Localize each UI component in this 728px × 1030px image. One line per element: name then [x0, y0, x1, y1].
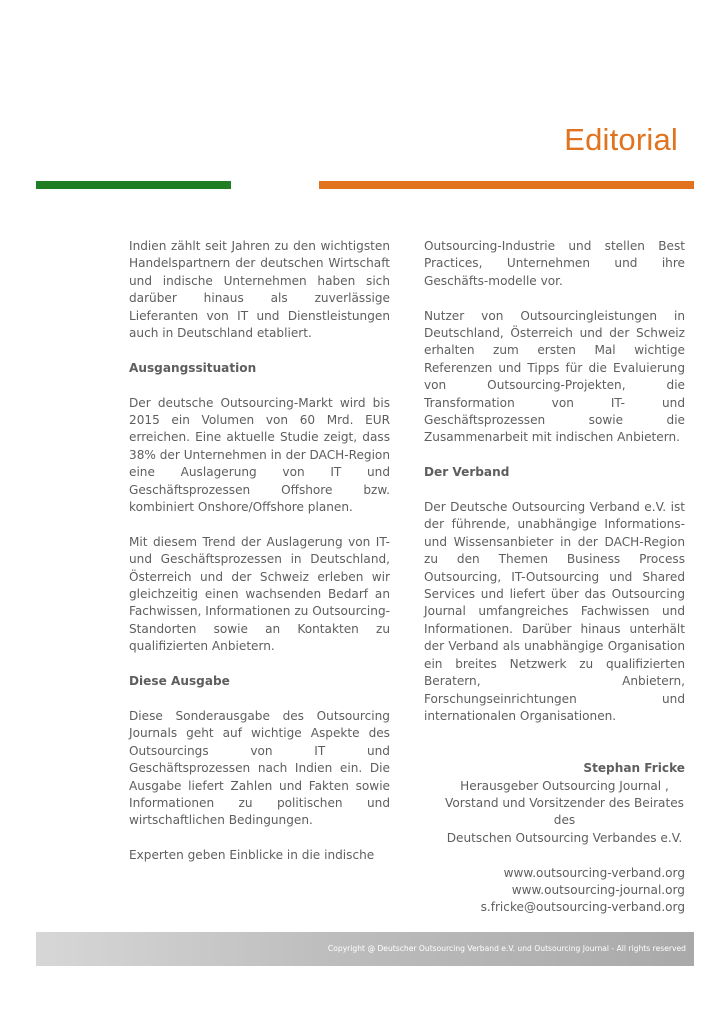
- continuation-paragraph: Outsourcing-Industrie und stellen Best Practices, Unternehmen und ihre Geschäfts-modelle vor.: [424, 239, 685, 288]
- contact-links: [424, 865, 685, 917]
- left-column: [129, 238, 390, 882]
- signature-role-line-3: Deutschen Outsourcing Verbandes e.V.: [446, 830, 683, 845]
- website-link-journal[interactable]: www.outsourcing-journal.org: [511, 882, 685, 897]
- ausgabe-paragraph-2: Experten geben Einblicke in die indische: [129, 848, 375, 863]
- ausgabe-paragraph-1: Diese Sonderausgabe des Outsourcing Journals geht auf wichtige Aspekte des Outsourcings von IT und Geschäftsprozessen nach Indien ein. Die Ausgabe liefert Zahlen und Fakten sowie Informationen zu politischen und wirtschaftlichen Bedingungen.: [129, 708, 390, 828]
- ausgangssituation-paragraph-2: Mit diesem Trend der Auslagerung von IT- und Geschäftsprozessen in Deutschland, Österreich und der Schweiz erleben wir gleichzeitig einen wachsenden Bedarf an Fachwissen, Informationen zu Outsourcing-Standorten sowie an Kontakten zu qualifizierten Anbietern.: [129, 534, 390, 654]
- heading-ausgangssituation: Ausgangssituation: [129, 360, 257, 375]
- nutzer-paragraph: Nutzer von Outsourcingleistungen in Deutschland, Österreich und der Schweiz erhalten zum ersten Mal wichtige Referenzen und Tipps für die Evaluierung von Outsourcing-Projekten, die Transformation von IT- und Geschäftsprozessen sowie die Zusammenarbeit mit indischen Anbietern.: [424, 308, 685, 445]
- signature-block: [424, 760, 685, 847]
- footer-bar: [36, 932, 694, 966]
- signature-role-line-2: Vorstand und Vorsitzender des Beirates des: [445, 795, 684, 828]
- email-link[interactable]: s.fricke@outsourcing-verband.org: [480, 900, 685, 915]
- intro-paragraph: Indien zählt seit Jahren zu den wichtigsten Handelspartnern der deutschen Wirtschaft und indische Unternehmen haben sich darüber hinaus als zuverlässige Lieferanten von IT und Dienstleistungen auch in Deutschland etabliert.: [129, 239, 390, 341]
- green-accent-bar: [36, 181, 231, 189]
- heading-der-verband: Der Verband: [424, 465, 510, 480]
- ausgangssituation-paragraph-1: Der deutsche Outsourcing-Markt wird bis 2015 ein Volumen von 60 Mrd. EUR erreichen. Eine aktuelle Studie zeigt, dass 38% der Unternehmen in der DACH-Region eine Auslagerung von IT und Geschäftsprozessen Offshore bzw. kombiniert Onshore/Offshore planen.: [129, 395, 390, 515]
- signature-role-line-1: Herausgeber Outsourcing Journal ,: [460, 778, 669, 793]
- orange-accent-bar: [319, 181, 694, 189]
- footer-copyright: Copyright @ Deutscher Outsourcing Verband e.V. und Outsourcing Journal - All rights reserved: [327, 944, 686, 953]
- website-link-verband[interactable]: www.outsourcing-verband.org: [503, 865, 685, 880]
- page-title: Editorial: [564, 122, 678, 157]
- right-column: [424, 238, 685, 917]
- signature-name: Stephan Fricke: [583, 761, 685, 776]
- heading-diese-ausgabe: Diese Ausgabe: [129, 674, 230, 689]
- verband-paragraph: Der Deutsche Outsourcing Verband e.V. ist der führende, unabhängige Informations- und Wissensanbieter in der DACH-Region zu den Themen Business Process Outsourcing, IT-Outsourcing und Shared Services und liefert über das Outsourcing Journal umfangreiches Fachwissen und Informationen. Darüber hinaus unterhält der Verband als unabhängige Organisation ein breites Netzwerk zu qualifizierten Beratern, Anbietern, Forschungseinrichtungen und internationalen Organisationen.: [424, 500, 685, 723]
